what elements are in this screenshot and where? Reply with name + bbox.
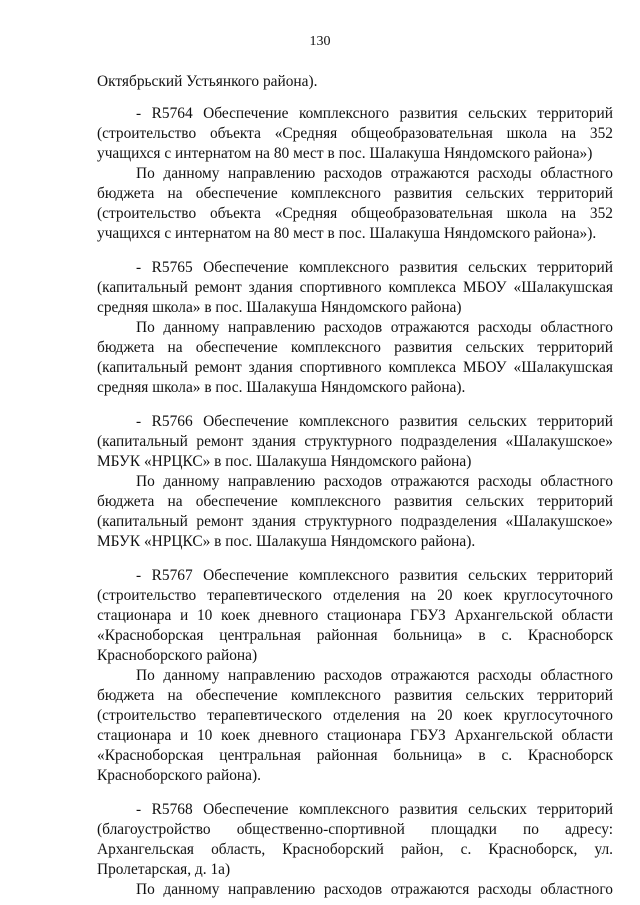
text-line: (капитальный ремонт здания спортивного комплекса МБОУ «Шалакушская <box>97 279 613 296</box>
text-line: (строительство терапевтического отделения на 20 коек круглосуточного <box>97 587 613 604</box>
text-line: средняя школа» в пос. Шалакуша Няндомского района) <box>97 299 462 316</box>
text-line: средняя школа» в пос. Шалакуша Няндомского района). <box>97 379 466 396</box>
text-line: Октябрьский Устьянкого района). <box>97 73 318 90</box>
text-line: - R5764 Обеспечение комплексного развития сельских территорий <box>136 105 613 122</box>
text-line: По данному направлению расходов отражаются расходы областного <box>136 165 613 182</box>
text-line: (строительство объекта «Средняя общеобразовательная школа на 352 <box>97 125 613 142</box>
text-line: бюджета на обеспечение комплексного развития сельских территорий <box>97 687 613 704</box>
text-line: - R5766 Обеспечение комплексного развития сельских территорий <box>136 413 613 430</box>
text-line: бюджета на обеспечение комплексного развития сельских территорий <box>97 185 613 202</box>
text-line: По данному направлению расходов отражаются расходы областного <box>136 473 613 490</box>
text-line: По данному направлению расходов отражаются расходы областного <box>136 319 613 336</box>
text-line: (строительство терапевтического отделения на 20 коек круглосуточного <box>97 707 613 724</box>
text-line: стационара и 10 коек дневного стационара ГБУЗ Архангельской области <box>97 607 613 624</box>
text-line: Архангельская область, Красноборский район, с. Красноборск, ул. <box>97 841 613 858</box>
text-line: стационара и 10 коек дневного стационара ГБУЗ Архангельской области <box>97 727 613 744</box>
text-line: По данному направлению расходов отражаются расходы областного <box>136 881 613 898</box>
text-line: МБУК «НРЦКС» в пос. Шалакуша Няндомского района). <box>97 533 476 550</box>
text-line: (капитальный ремонт здания структурного подразделения «Шалакушское» <box>97 513 613 530</box>
text-line: Пролетарская, д. 1а) <box>97 861 231 878</box>
text-line: - R5768 Обеспечение комплексного развития сельских территорий <box>136 801 613 818</box>
text-line: - R5767 Обеспечение комплексного развития сельских территорий <box>136 567 613 584</box>
text-line: МБУК «НРЦКС» в пос. Шалакуша Няндомского района) <box>97 453 472 470</box>
text-line: Красноборского района) <box>97 647 258 664</box>
text-line: (капитальный ремонт здания спортивного комплекса МБОУ «Шалакушская <box>97 359 613 376</box>
text-line: (капитальный ремонт здания структурного подразделения «Шалакушское» <box>97 433 613 450</box>
text-line: учащихся с интернатом на 80 мест в пос. Шалакуша Няндомского района»). <box>97 225 597 242</box>
text-line: (строительство объекта «Средняя общеобразовательная школа на 352 <box>97 205 613 222</box>
text-line: «Красноборская центральная районная больница» в с. Красноборск <box>97 747 613 764</box>
text-line: По данному направлению расходов отражаются расходы областного <box>136 667 613 684</box>
text-line: бюджета на обеспечение комплексного развития сельских территорий <box>97 339 613 356</box>
text-line: «Красноборская центральная районная больница» в с. Красноборск <box>97 627 613 644</box>
text-line: бюджета на обеспечение комплексного развития сельских территорий <box>97 493 613 510</box>
page-number: 130 <box>309 34 331 49</box>
text-line: - R5765 Обеспечение комплексного развития сельских территорий <box>136 259 613 276</box>
text-line: (благоустройство общественно-спортивной площадки по адресу: <box>97 821 613 838</box>
text-line: Красноборского района). <box>97 767 261 784</box>
text-line: учащихся с интернатом на 80 мест в пос. Шалакуша Няндомского района») <box>97 145 593 162</box>
